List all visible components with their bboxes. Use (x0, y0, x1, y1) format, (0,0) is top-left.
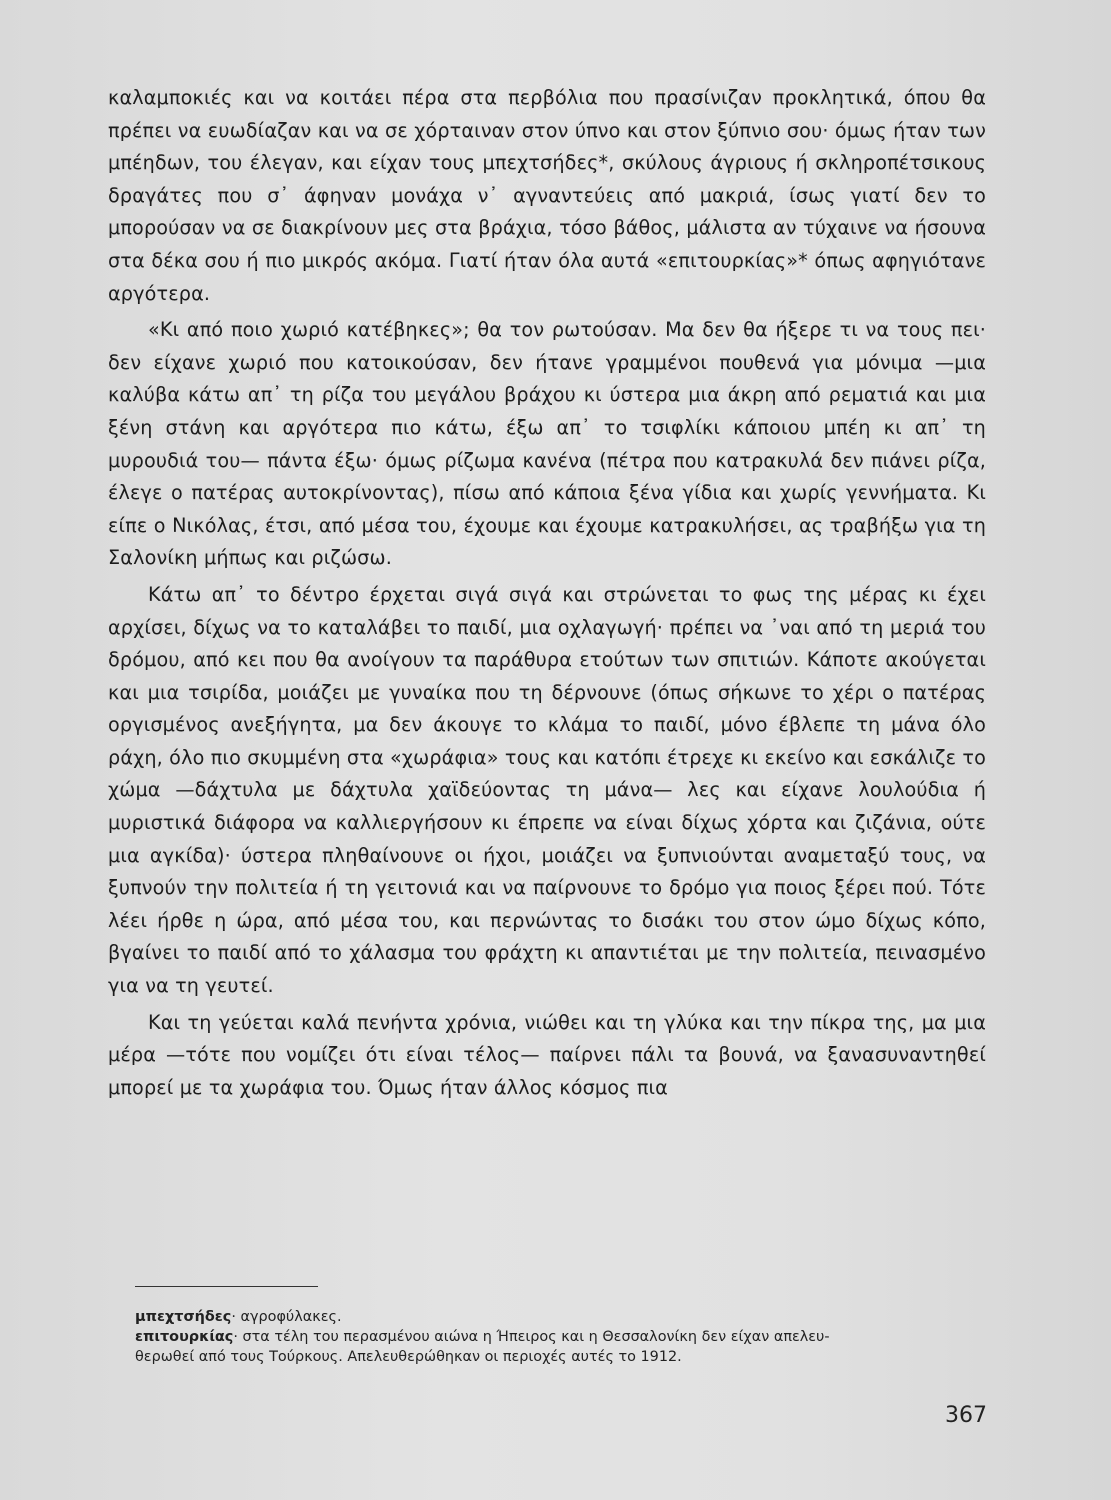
footnote-2: επιτουρκίας· στα τέλη του περασμένου αιώνα η Ήπειρος και η Θεσσαλονίκη δεν είχαν απελευ- (135, 1329, 830, 1345)
footnotes (135, 1307, 985, 1367)
paragraph-2: «Κι από ποιο χωριό κατέβηκες»; θα τον ρωτούσαν. Μα δεν θα ήξερε τι να τους πει· δεν είχανε χωριό που κατοικούσαν, δεν ήτανε γραμμένοι πουθενά για μόνιμα —μια καλύβα κάτω απ᾽ τη ρίζα του μεγάλου βράχου κι ύστερα μια άκρη από ρεματιά και μια ξένη στάνη και αργότερα πιο κάτω, έξω απ᾽ το τσιφλίκι κάποιου μπέη κι απ᾽ τη μυρουδιά του— πάντα έξω· όμως ρίζωμα κανένα (πέτρα που κατρακυλά δεν πιάνει ρίζα, έλεγε ο πατέρας αυτοκρίνοντας), πίσω από κάποια ξένα γίδια και χωρίς γεννήματα. Κι είπε ο Νικόλας, έτσι, από μέσα του, έχουμε και έχουμε κατρακυλήσει, ας τραβήξω για τη Σαλονίκη μήπως και ριζώσω. (108, 318, 986, 570)
footnote-2-continuation: θερωθεί από τους Τούρκους. Απελευθερώθηκαν οι περιοχές αυτές το 1912. (135, 1349, 682, 1365)
paragraph-3: Κάτω απ᾽ το δέντρο έρχεται σιγά σιγά και στρώνεται το φως της μέρας κι έχει αρχίσει, δίχως να το καταλάβει το παιδί, μια οχλαγωγή· πρέπει να ᾽ναι από τη μεριά του δρόμου, από κει που θα ανοίγουν τα παράθυρα ετούτων των σπιτιών. Κάποτε ακούγεται και μια τσιρίδα, μοιάζει με γυναίκα που τη δέρνουνε (όπως σήκωνε το χέρι ο πατέρας οργισμένος ανεξήγητα, μα δεν άκουγε το κλάμα το παιδί, μόνο έβλεπε τη μάνα όλο ράχη, όλο πιο σκυμμένη στα «χωράφια» τους και κατόπι έτρεχε κι εκείνο και εσκάλιζε το χώμα —δάχτυλα με δάχτυλα χαϊδεύοντας τη μάνα— λες και είχανε λουλούδια ή μυριστικά διάφορα να καλλιεργήσουν κι έπρεπε να είναι δίχως χόρτα και ζιζάνια, ούτε μια αγκίδα)· ύστερα πληθαίνουνε οι ήχοι, μοιάζει να ξυπνιούνται αναμεταξύ τους, να ξυπνούν την πολιτεία ή τη γειτονιά και να παίρνουνε το δρόμο για ποιος ξέρει πού. Τότε λέει ήρθε η ώρα, από μέσα του, και περνώντας το δισάκι του στον ώμο δίχως κόπο, βγαίνει το παιδί από το χάλασμα του φράχτη κι απαντιέται με την πολιτεία, πεινασμένο για να τη γευτεί. (108, 582, 986, 998)
footnote-divider (135, 1286, 318, 1287)
paragraph-1: καλαμποκιές και να κοιτάει πέρα στα περβόλια που πρασίνιζαν προκλητικά, όπου θα πρέπει να ευωδίαζαν και να σε χόρταιναν στον ύπνο και στον ξύπνιο σου· όμως ήταν των μπέηδων, του έλεγαν, και είχαν τους μπεχτσήδες*, σκύλους άγριους ή σκληροπέτσικους δραγάτες που σ᾽ άφηναν μονάχα ν᾽ αγναντεύεις από μακριά, ίσως γιατί δεν το μπορούσαν να σε διακρίνουν μες στα βράχια, τόσο βάθος, μάλιστα αν τύχαινε να ήσουνα στα δέκα σου ή πιο μικρός ακόμα. Γιατί ήταν όλα αυτά «επιτουρκίας»* όπως αφηγιότανε αργότερα. (108, 86, 986, 305)
page-number: 367 (945, 1403, 987, 1428)
body-text (108, 82, 986, 1104)
footnote-term: μπεχτσήδες (135, 1309, 232, 1325)
footnote-1: μπεχτσήδες· αγροφύλακες. (135, 1309, 342, 1325)
footnote-term: επιτουρκίας (135, 1329, 234, 1345)
footnote-definition: αγροφύλακες. (235, 1309, 342, 1325)
paragraph-4: Και τη γεύεται καλά πενήντα χρόνια, νιώθει και τη γλύκα και την πίκρα της, μα μια μέρα —τότε που νομίζει ότι είναι τέλος— παίρνει πάλι τα βουνά, να ξανασυναντηθεί μπορεί με τα χωράφια του. Όμως ήταν άλλος κόσμος πια (108, 1010, 986, 1099)
footnote-definition: στα τέλη του περασμένου αιώνα η Ήπειρος και η Θεσσαλονίκη δεν είχαν απελευ- (237, 1329, 830, 1345)
